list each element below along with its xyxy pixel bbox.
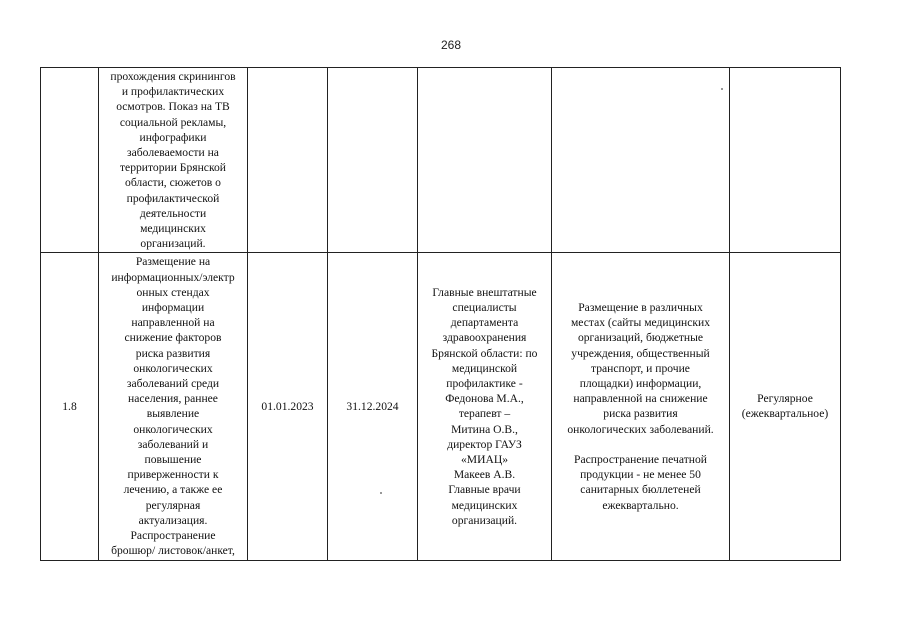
cell-responsible <box>418 68 552 253</box>
cell-frequency <box>730 68 841 253</box>
cell-frequency: Регулярное (ежеквартальное) <box>730 253 841 560</box>
cell-description: прохождения скринингов и профилактических осмотров. Показ на ТВ социальной рекламы, инфографики заболеваемости на территории Брянской области, сюжетов о профилактической деятельности медицинских организаций. <box>99 68 248 253</box>
cell-start-date: 01.01.2023 <box>248 253 328 560</box>
cell-number: 1.8 <box>41 253 99 560</box>
activity-plan-table <box>40 67 841 561</box>
cell-description: Размещение на информационных/электр онных стендах информации направленной на снижение факторов риска развития онкологических заболеваний среди населения, раннее выявление онкологических заболеваний и повышение приверженности к лечению, а также ее регулярная актуализация. Распространение брошюр/ листовок/анкет, <box>99 253 248 560</box>
cell-end-date: 31.12.2024 <box>328 253 418 560</box>
table-row-continuation <box>41 68 841 253</box>
cell-responsible: Главные внештатные специалисты департамента здравоохранения Брянской области: по медицинской профилактике - Федонова М.А., терапевт – Митина О.В., директор ГАУЗ «МИАЦ» Макеев А.В. Главные врачи медицинских организаций. <box>418 253 552 560</box>
cell-number <box>41 68 99 253</box>
cell-end-date <box>328 68 418 253</box>
table-row-1-8 <box>41 253 841 560</box>
cell-result <box>552 68 730 253</box>
page-number: 268 <box>440 38 462 52</box>
scan-speck <box>380 492 382 494</box>
scan-speck <box>721 88 723 90</box>
cell-result: Размещение в различных местах (сайты медицинских организаций, бюджетные учреждения, общественный транспорт, и прочие площадки) информации, направленной на снижение риска развития онкологических заболеваний. Распространение печатной продукции - не менее 50 санитарных бюллетеней ежеквартально. <box>552 253 730 560</box>
cell-start-date <box>248 68 328 253</box>
